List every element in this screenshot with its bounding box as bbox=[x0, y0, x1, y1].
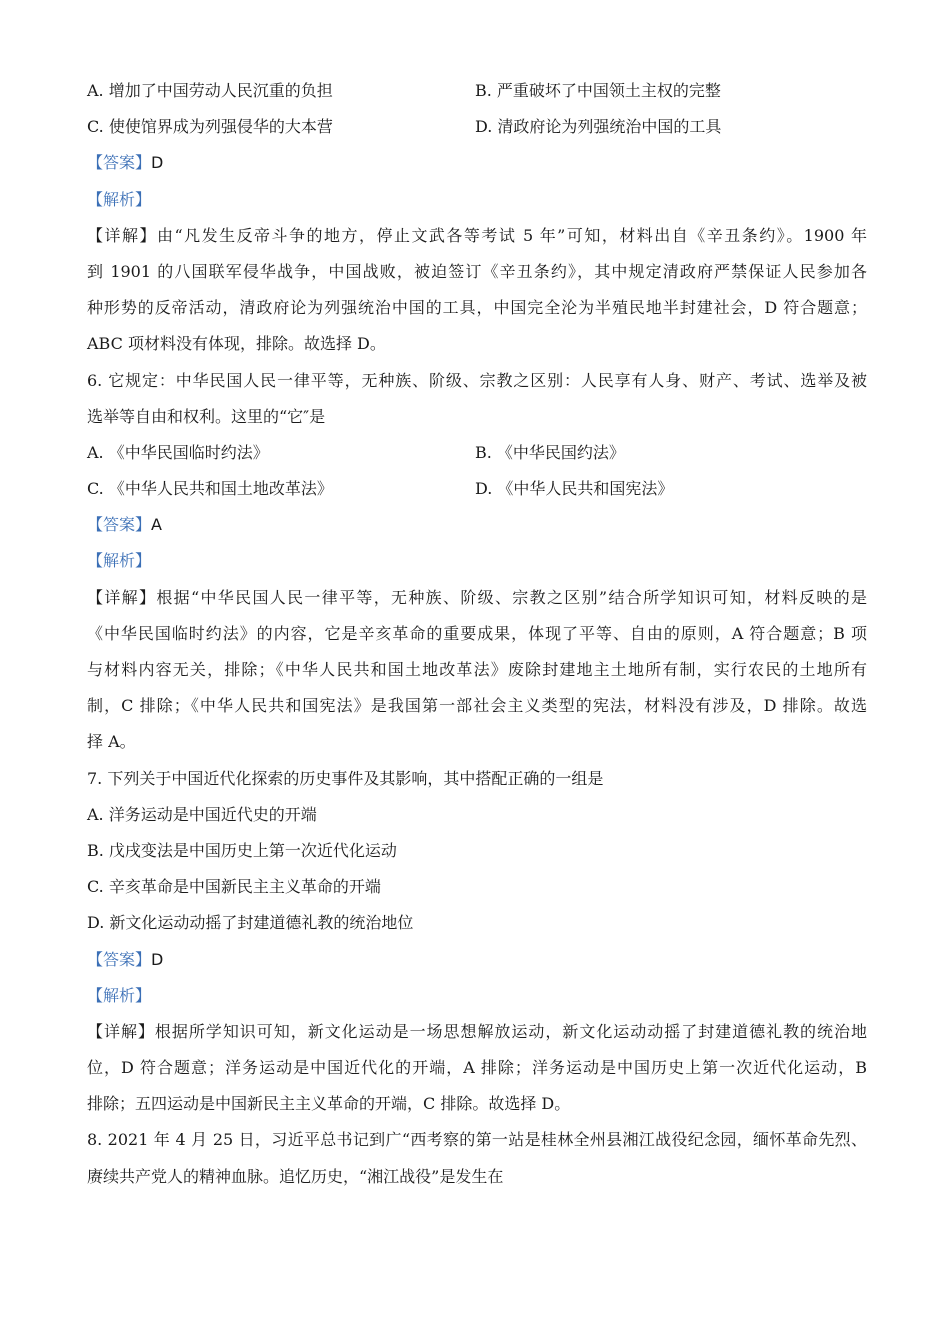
q6-option-d: D. 《中华人民共和国宪法》 bbox=[475, 479, 674, 499]
q7-analysis-tag: 【解析】 bbox=[87, 985, 152, 1005]
q5-detail-line-4: ABC 项材料没有体现，排除。故选择 D。 bbox=[87, 334, 386, 354]
q6-stem-line-2: 选举等自由和权利。这里的“它″是 bbox=[87, 406, 326, 426]
q8-stem-line-1: 8. 2021 年 4 月 25 日，习近平总书记到广“西考察的第一站是桂林全州县湘江战役纪念园，缅怀革命先烈、 bbox=[87, 1130, 867, 1150]
q6-detail-line-1 bbox=[87, 580, 867, 616]
q5-detail-text-1: 由“凡发生反帝斗争的地方，停止文武各等考试 5 年”可知，材料出自《辛丑条约》。1900 年 bbox=[156, 225, 867, 245]
q6-detail-line-4: 制，C 排除；《中华人民共和国宪法》是我国第一部社会主义类型的宪法，材料没有涉及，D 排除。故选 bbox=[87, 696, 867, 716]
q6-stem-line-1: 6. 它规定：中华民国人民一律平等，无种族、阶级、宗教之区别：人民享有人身、财产、考试、选举及被 bbox=[87, 370, 867, 390]
q8-stem-line-2: 赓续共产党人的精神血脉。追忆历史，“湘江战役”是发生在 bbox=[87, 1166, 504, 1186]
q5-option-c: C. 使使馆界成为列强侵华的大本营 bbox=[87, 117, 333, 137]
q6-detail-text-1: 根据“中华民国人民一律平等，无种族、阶级、宗教之区别”结合所学知识可知，材料反映的是 bbox=[156, 587, 867, 607]
q5-detail-line-1 bbox=[87, 218, 867, 254]
q5-answer-tag: 【答案】 bbox=[87, 153, 152, 173]
q7-option-b: B. 戊戌变法是中国历史上第一次近代化运动 bbox=[87, 840, 397, 860]
q6-options-row-2 bbox=[87, 471, 867, 507]
q5-detail-line-3: 种形势的反帝活动，清政府论为列强统治中国的工具，中国完全沦为半殖民地半封建社会，D 符合题意； bbox=[87, 298, 867, 318]
q6-answer bbox=[87, 507, 867, 543]
q5-option-a: A. 增加了中国劳动人民沉重的负担 bbox=[87, 81, 333, 100]
q5-analysis-tag: 【解析】 bbox=[87, 189, 152, 209]
q5-option-d: D. 清政府论为列强统治中国的工具 bbox=[475, 117, 722, 137]
q7-detail-line-2: 位，D 符合题意；洋务运动是中国近代化的开端，A 排除；洋务运动是中国历史上第一次近代化运动，B bbox=[87, 1058, 867, 1078]
q6-detail-line-3: 与材料内容无关，排除；《中华人民共和国土地改革法》废除封建地主土地所有制，实行农民的土地所有 bbox=[87, 660, 867, 679]
q5-options-row-2 bbox=[87, 109, 867, 145]
q7-option-d: D. 新文化运动动摇了封建道德礼教的统治地位 bbox=[87, 913, 414, 933]
q7-detail-text-1: 根据所学知识可知，新文化运动是一场思想解放运动，新文化运动动摇了封建道德礼教的统治地 bbox=[154, 1021, 867, 1041]
q7-answer bbox=[87, 942, 867, 978]
q7-option-a: A. 洋务运动是中国近代史的开端 bbox=[87, 804, 317, 824]
q6-option-b: B. 《中华民国约法》 bbox=[475, 442, 625, 462]
q6-option-c: C. 《中华人民共和国土地改革法》 bbox=[87, 479, 333, 499]
exam-page bbox=[87, 73, 867, 1195]
q7-detail-line-1 bbox=[87, 1014, 867, 1050]
q7-option-c: C. 辛亥革命是中国新民主主义革命的开端 bbox=[87, 877, 381, 897]
q7-detail-line-3: 排除；五四运动是中国新民主主义革命的开端，C 排除。故选择 D。 bbox=[87, 1094, 571, 1114]
q5-detail-line-2: 到 1901 的八国联军侵华战争，中国战败，被迫签订《辛丑条约》，其中规定清政府严禁保证人民参加各 bbox=[87, 261, 867, 281]
q5-answer bbox=[87, 145, 867, 181]
q6-analysis-tag: 【解析】 bbox=[87, 551, 152, 571]
q6-answer-value: A bbox=[151, 515, 162, 535]
q5-detail-tag: 【详解】 bbox=[87, 225, 157, 245]
q6-detail-tag: 【详解】 bbox=[87, 587, 157, 607]
q7-answer-tag: 【答案】 bbox=[87, 949, 152, 969]
q6-option-a: A. 《中华民国临时约法》 bbox=[87, 442, 269, 462]
q7-answer-value: D bbox=[151, 949, 164, 969]
q7-detail-tag: 【详解】 bbox=[87, 1021, 155, 1041]
q5-option-b: B. 严重破坏了中国领土主权的完整 bbox=[475, 81, 721, 100]
q6-detail-line-2: 《中华民国临时约法》的内容，它是辛亥革命的重要成果，体现了平等、自由的原则，A 符合题意；B 项 bbox=[87, 623, 867, 643]
q6-detail-line-5: 择 A。 bbox=[87, 732, 136, 752]
q5-options-row-1 bbox=[87, 73, 867, 109]
q5-answer-value: D bbox=[151, 153, 164, 173]
q6-options-row-1 bbox=[87, 435, 867, 471]
q6-answer-tag: 【答案】 bbox=[87, 515, 152, 535]
q7-stem: 7. 下列关于中国近代化探索的历史事件及其影响，其中搭配正确的一组是 bbox=[87, 768, 604, 788]
